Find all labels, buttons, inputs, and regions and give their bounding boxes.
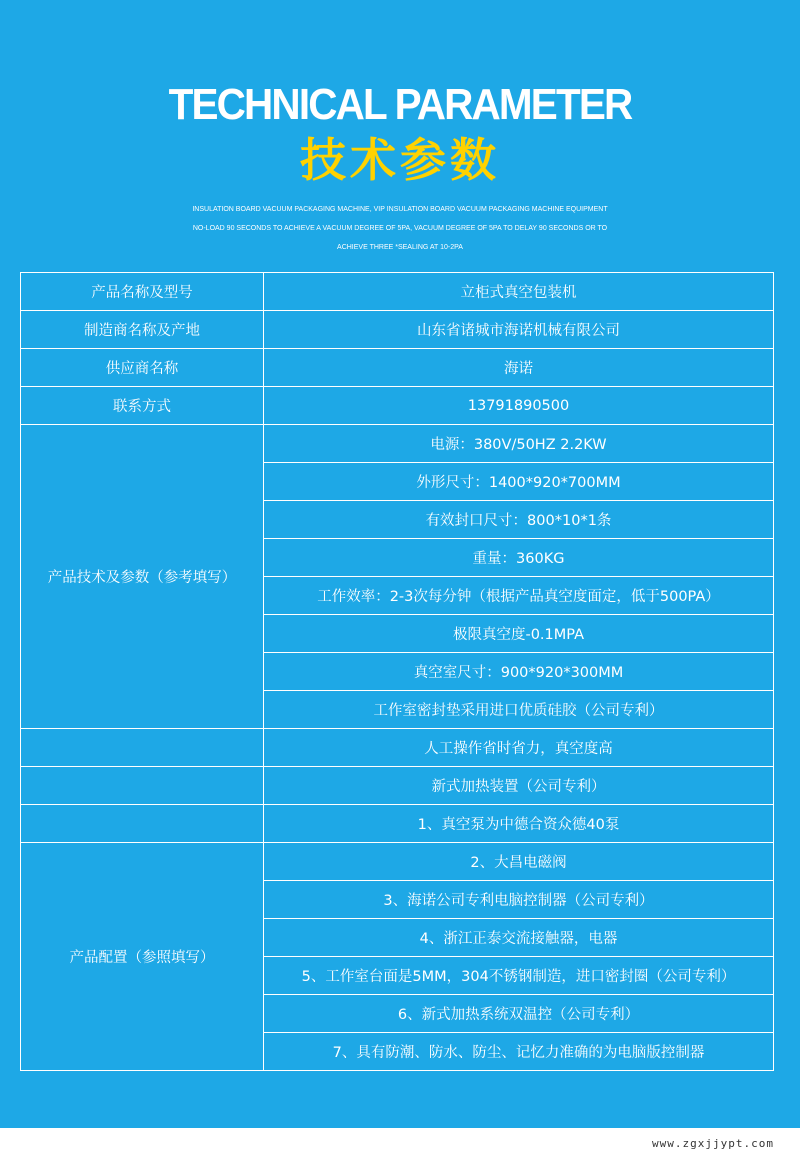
- title-chinese: 技术参数: [300, 133, 500, 187]
- watermark-text: www.zgxjjypt.com: [652, 1137, 774, 1150]
- config-value: 3、海诺公司专利电脑控制器（公司专利）: [264, 881, 774, 919]
- subtitle-line: ACHIEVE THREE *SEALING AT 10-2PA: [337, 244, 463, 251]
- config-value: 2、大昌电磁阀: [264, 843, 774, 881]
- row-label: [21, 729, 264, 767]
- subtitle-line: INSULATION BOARD VACUUM PACKAGING MACHINE, VIP INSULATION BOARD VACUUM PACKAGING MACHINE EQUIPMENT: [192, 206, 608, 213]
- tech-param-value: 工作效率：2-3次每分钟（根据产品真空度面定，低于500PA）: [264, 577, 774, 615]
- config-value: 4、浙江正泰交流接触器，电器: [264, 919, 774, 957]
- tech-params-label: 产品技术及参数（参考填写）: [21, 425, 264, 729]
- table-row: [21, 843, 774, 881]
- subtitle: [0, 200, 800, 257]
- row-label: 制造商名称及产地: [21, 311, 264, 349]
- table-row: [21, 311, 774, 349]
- tech-param-value: 电源：380V/50HZ 2.2KW: [264, 425, 774, 463]
- tech-param-value: 重量：360KG: [264, 539, 774, 577]
- row-value: 13791890500: [264, 387, 774, 425]
- config-value: 5、工作室台面是5MM，304不锈钢制造，进口密封圈（公司专利）: [264, 957, 774, 995]
- row-value: 1、真空泵为中德合资众德40泵: [264, 805, 774, 843]
- table-row: [21, 425, 774, 463]
- tech-param-value: 极限真空度-0.1MPA: [264, 615, 774, 653]
- table-row: [21, 805, 774, 843]
- watermark-bar: [0, 1128, 800, 1165]
- table-row: [21, 349, 774, 387]
- row-value: 海诺: [264, 349, 774, 387]
- tech-param-value: 工作室密封垫采用进口优质硅胶（公司专利）: [264, 691, 774, 729]
- config-value: 7、具有防潮、防水、防尘、记忆力准确的为电脑版控制器: [264, 1033, 774, 1071]
- table-row: [21, 273, 774, 311]
- tech-param-value: 真空室尺寸：900*920*300MM: [264, 653, 774, 691]
- tech-param-value: 有效封口尺寸：800*10*1条: [264, 501, 774, 539]
- config-value: 6、新式加热系统双温控（公司专利）: [264, 995, 774, 1033]
- config-label: 产品配置（参照填写）: [21, 843, 264, 1071]
- table-row: [21, 729, 774, 767]
- row-value: 人工操作省时省力，真空度高: [264, 729, 774, 767]
- row-value: 山东省诸城市海诺机械有限公司: [264, 311, 774, 349]
- spec-table: [20, 272, 774, 1071]
- row-label: [21, 767, 264, 805]
- table-row: [21, 767, 774, 805]
- row-label: 产品名称及型号: [21, 273, 264, 311]
- row-value: 新式加热装置（公司专利）: [264, 767, 774, 805]
- row-label: 联系方式: [21, 387, 264, 425]
- table-row: [21, 387, 774, 425]
- row-label: [21, 805, 264, 843]
- title-english: TECHNICAL PARAMETER: [168, 80, 632, 129]
- tech-param-value: 外形尺寸：1400*920*700MM: [264, 463, 774, 501]
- row-label: 供应商名称: [21, 349, 264, 387]
- subtitle-line: NO-LOAD 90 SECONDS TO ACHIEVE A VACUUM DEGREE OF 5PA, VACUUM DEGREE OF 5PA TO DELAY 90 SECONDS OR TO: [192, 225, 608, 232]
- row-value: 立柜式真空包装机: [264, 273, 774, 311]
